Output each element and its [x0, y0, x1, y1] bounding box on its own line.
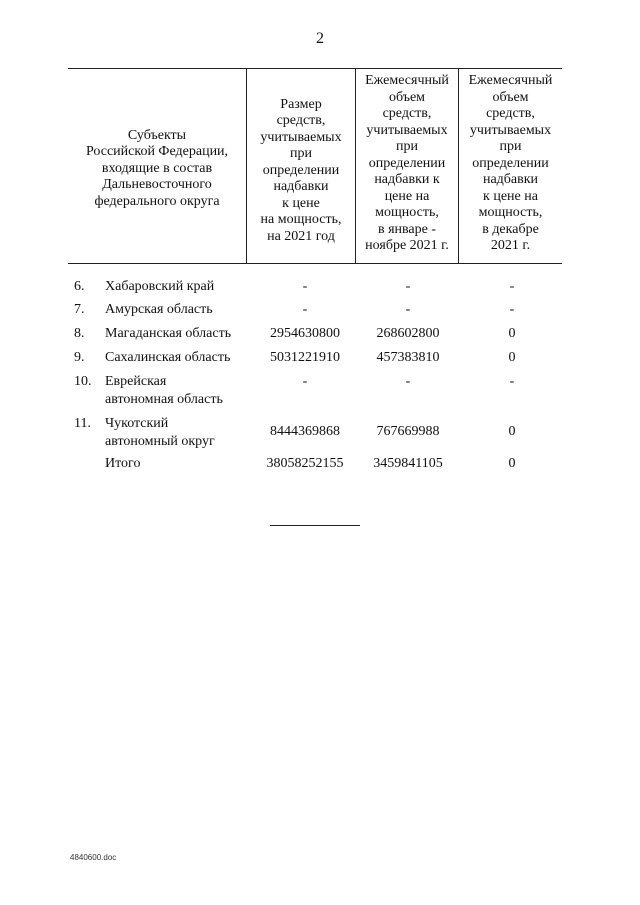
- header-line: мощность,: [478, 205, 543, 220]
- annual-amount-cell: 8444369868: [270, 424, 340, 439]
- header-line: средств,: [276, 113, 326, 128]
- annual-amount-cell: -: [302, 374, 308, 389]
- header-line: определении: [262, 162, 340, 178]
- region-name-line: Чукотский: [105, 416, 169, 431]
- monthly-jan-nov-cell: 767669988: [376, 424, 440, 439]
- header-line: при: [396, 139, 418, 154]
- header-line: учитываемых: [469, 122, 552, 138]
- monthly-dec-cell: -: [509, 374, 515, 389]
- monthly-dec-cell: 0: [508, 326, 516, 341]
- header-line: объем: [492, 89, 529, 105]
- annual-amount-cell: 38058252155: [266, 456, 344, 471]
- region-name-line: Сахалинская область: [105, 350, 231, 365]
- monthly-jan-nov-cell: 268602800: [376, 326, 440, 341]
- header-line: Российской Федерации,: [85, 144, 229, 160]
- monthly-jan-nov-cell: -: [405, 302, 411, 317]
- header-line: цене на: [384, 188, 430, 204]
- budget-table: [68, 68, 562, 264]
- region-name-line: Хабаровский край: [105, 279, 215, 294]
- row-number: 7.: [74, 302, 85, 317]
- header-line: Субъекты: [127, 127, 187, 143]
- header-subjects: [68, 69, 246, 263]
- monthly-jan-nov-cell: 457383810: [376, 350, 440, 365]
- header-line: надбавки: [482, 172, 539, 187]
- monthly-dec-cell: -: [509, 302, 515, 317]
- monthly-dec-cell: 0: [508, 456, 516, 471]
- header-line: Ежемесячный: [365, 73, 449, 88]
- header-line: учитываемых: [260, 129, 342, 145]
- header-line: объем: [388, 89, 426, 105]
- header-line: входящие в состав: [101, 160, 213, 176]
- region-name-line: Еврейская: [105, 374, 167, 389]
- row-number: 11.: [74, 416, 91, 431]
- region-name-line: автономная область: [105, 392, 223, 407]
- annual-amount-cell: -: [302, 279, 308, 294]
- header-line: надбавки к: [374, 172, 440, 187]
- header-line: определении: [368, 155, 446, 171]
- header-line: к цене на: [483, 188, 538, 204]
- header-monthly-jan-nov: [355, 69, 458, 263]
- header-line: учитываемых: [366, 122, 448, 138]
- header-line: мощность,: [375, 205, 439, 220]
- document-filename: 4840600.doc: [70, 853, 117, 862]
- table-header: [68, 68, 562, 264]
- region-name: [105, 278, 255, 296]
- header-line: ноябре 2021 г.: [365, 238, 449, 253]
- end-separator-line: [270, 525, 360, 526]
- header-line: к цене: [282, 195, 320, 211]
- monthly-dec-cell: -: [509, 279, 515, 294]
- region-name: [105, 349, 255, 367]
- page-number: 2: [316, 30, 324, 47]
- row-number: 6.: [74, 279, 85, 294]
- region-name-line: Магаданская область: [105, 326, 232, 341]
- monthly-jan-nov-cell: -: [405, 374, 411, 389]
- header-line: средств,: [486, 106, 535, 121]
- header-line: Дальневосточного: [102, 177, 212, 193]
- header-monthly-dec: [458, 69, 562, 263]
- header-line: Размер: [280, 96, 322, 112]
- region-name-line: Итого: [105, 456, 141, 471]
- monthly-jan-nov-cell: -: [405, 279, 411, 294]
- row-number: 8.: [74, 326, 85, 341]
- monthly-jan-nov-cell: 3459841105: [373, 456, 443, 471]
- header-annual-amount: [246, 69, 355, 263]
- header-line: в декабре: [482, 221, 539, 237]
- header-line: при: [499, 139, 522, 154]
- header-line: Ежемесячный: [468, 73, 553, 88]
- header-line: 2021 г.: [490, 238, 531, 253]
- region-name-line: Амурская область: [105, 302, 213, 317]
- header-line: при: [290, 146, 312, 161]
- header-line: средств,: [382, 106, 432, 121]
- header-line: на 2021 год: [267, 228, 335, 244]
- header-line: в январе -: [377, 221, 437, 237]
- region-name: [105, 325, 255, 343]
- monthly-dec-cell: 0: [508, 424, 516, 439]
- annual-amount-cell: 5031221910: [270, 350, 340, 365]
- header-line: федерального округа: [94, 193, 220, 209]
- region-name-line: автономный округ: [105, 434, 215, 449]
- header-line: надбавки: [273, 179, 329, 194]
- region-name: [105, 373, 255, 409]
- annual-amount-cell: 2954630800: [270, 326, 340, 341]
- region-name: [105, 301, 255, 319]
- monthly-dec-cell: 0: [508, 350, 516, 365]
- row-number: 9.: [74, 350, 85, 365]
- header-line: на мощность,: [260, 212, 342, 227]
- region-name: [105, 455, 255, 473]
- header-line: определении: [472, 155, 549, 171]
- row-number: 10.: [74, 374, 92, 389]
- region-name: [105, 415, 255, 451]
- annual-amount-cell: -: [302, 302, 308, 317]
